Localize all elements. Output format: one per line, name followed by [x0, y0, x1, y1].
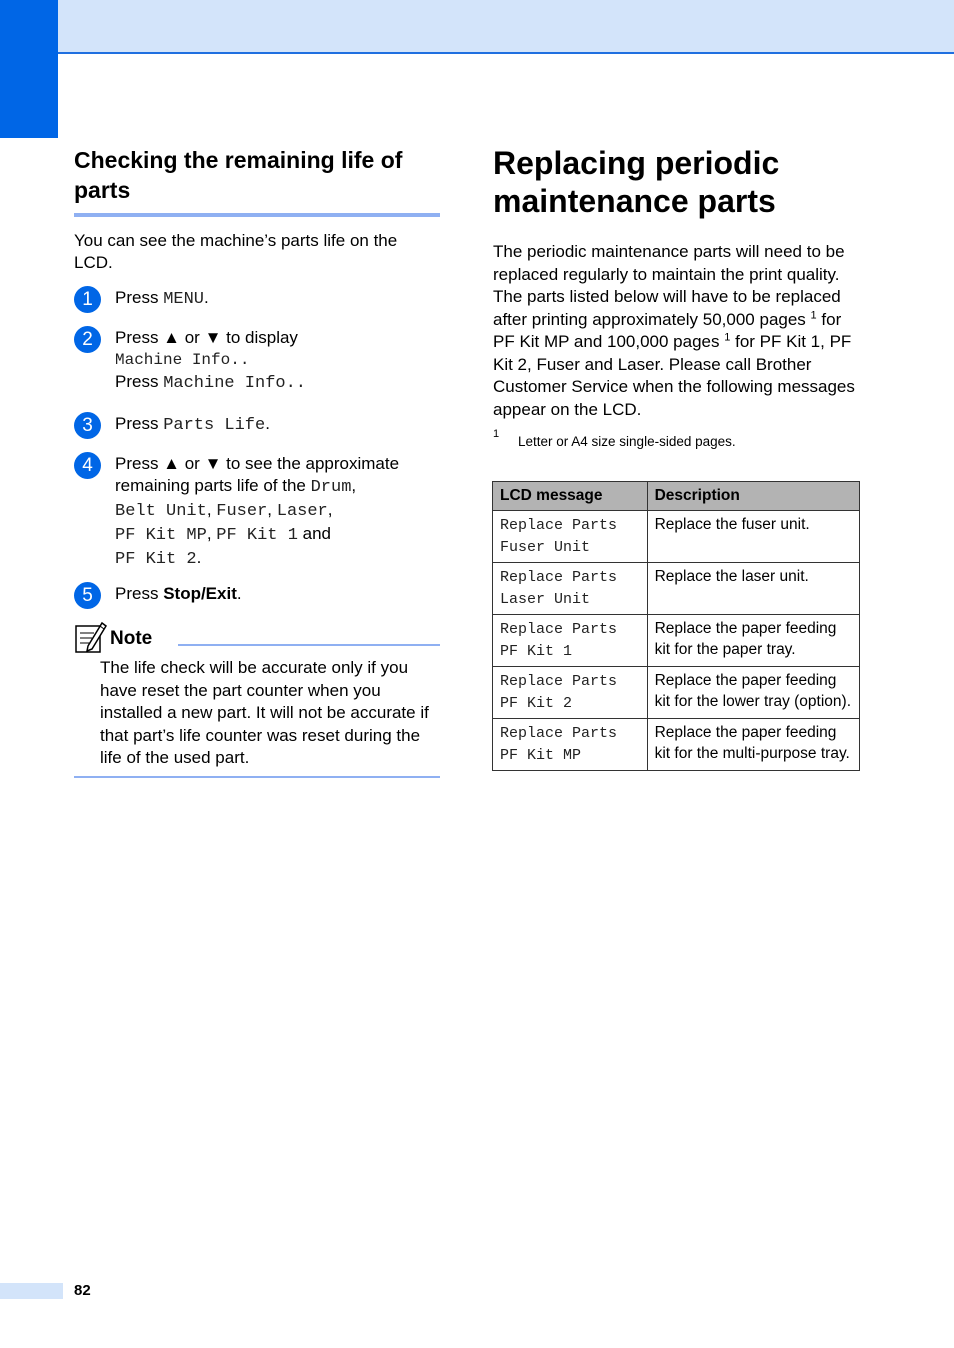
footnote: [493, 428, 859, 449]
section-heading-checking: Checking the remaining life of parts: [74, 147, 403, 203]
step-number-4: 4: [74, 452, 101, 479]
chapter-tab: [0, 0, 58, 138]
lcd-message-table: [492, 481, 860, 771]
footnote-mark: 1: [493, 428, 500, 440]
heading-rule: [74, 213, 440, 217]
key-name: Stop/Exit: [163, 584, 237, 603]
table-header-row: [493, 482, 860, 511]
lcd-message-cell: Replace Parts PF Kit 1: [493, 615, 648, 667]
description-cell: Replace the paper feeding kit for the paper tray.: [647, 615, 859, 667]
lcd-message-cell: Replace Parts PF Kit 2: [493, 667, 648, 719]
header-band: [0, 0, 954, 54]
maintenance-paragraph: The periodic maintenance parts will need to be replaced regularly to maintain the print quality. The parts listed below will have to be replaced after printing approximately 50,000 pages $^1$ for PF Kit MP and 100,000 pages $^1$ for PF Kit 1, PF Kit 2, Fuser and Laser. Please call Brother Customer Service when the following messages appear on the LCD.: [493, 242, 855, 419]
description-cell: Replace the fuser unit.: [647, 511, 859, 563]
intro-text: You can see the machine’s parts life on the LCD.: [74, 231, 398, 272]
lcd-message-cell: Replace Parts Laser Unit: [493, 563, 648, 615]
description-cell: Replace the paper feeding kit for the lower tray (option).: [647, 667, 859, 719]
column-header-lcd-message: LCD message: [493, 482, 648, 511]
section-heading-replacing: Replacing periodic maintenance parts: [493, 145, 780, 219]
lcd-message-cell: Replace Parts PF Kit MP: [493, 719, 648, 771]
note-title: Note: [110, 628, 153, 649]
table-row: [493, 511, 860, 563]
step-number-2: 2: [74, 326, 101, 353]
step-body: Press Stop/Exit.: [115, 584, 242, 603]
lcd-text: MENU: [163, 290, 204, 309]
note-text: The life check will be accurate only if you have reset the part counter when you installed a new part. It will not be accurate if that part’s life counter was reset during the life of the used part.: [100, 658, 429, 767]
lcd-text: Machine Info..: [115, 351, 250, 369]
table-row: [493, 667, 860, 719]
step-body: Press Parts Life.: [115, 414, 270, 435]
footnote-ref: 1: [810, 308, 817, 321]
description-cell: Replace the paper feeding kit for the multi-purpose tray.: [647, 719, 859, 771]
footnote-ref: 1: [724, 331, 731, 344]
page-number: 82: [74, 1282, 91, 1299]
table-row: [493, 615, 860, 667]
left-section: [74, 145, 440, 274]
step-number-1: 1: [74, 286, 101, 313]
table-row: [493, 719, 860, 771]
step-body: Press MENU.: [115, 288, 209, 309]
column-header-description: Description: [647, 482, 859, 511]
step-number-3: 3: [74, 412, 101, 439]
lcd-text: Parts Life: [163, 416, 266, 435]
footnote-text: Letter or A4 size single-sided pages.: [518, 434, 736, 449]
right-section: [493, 144, 859, 449]
description-cell: Replace the laser unit.: [647, 563, 859, 615]
table-row: [493, 563, 860, 615]
step-body: Press ▲ or ▼ to see the approximate remaining parts life of the Drum, Belt Unit, Fuser, Laser, PF Kit MP, PF Kit 1 and PF Kit 2.: [115, 454, 400, 569]
note-pencil-icon: [74, 620, 108, 654]
note-rule-top: [178, 644, 440, 646]
footer-band: [0, 1283, 63, 1299]
note-rule-bottom: [74, 776, 440, 778]
lcd-message-cell: Replace Parts Fuser Unit: [493, 511, 648, 563]
step-number-5: 5: [74, 582, 101, 609]
step-body: Press ▲ or ▼ to display Machine Info.. Press Machine Info..: [115, 327, 445, 395]
lcd-text: Machine Info..: [163, 374, 307, 393]
